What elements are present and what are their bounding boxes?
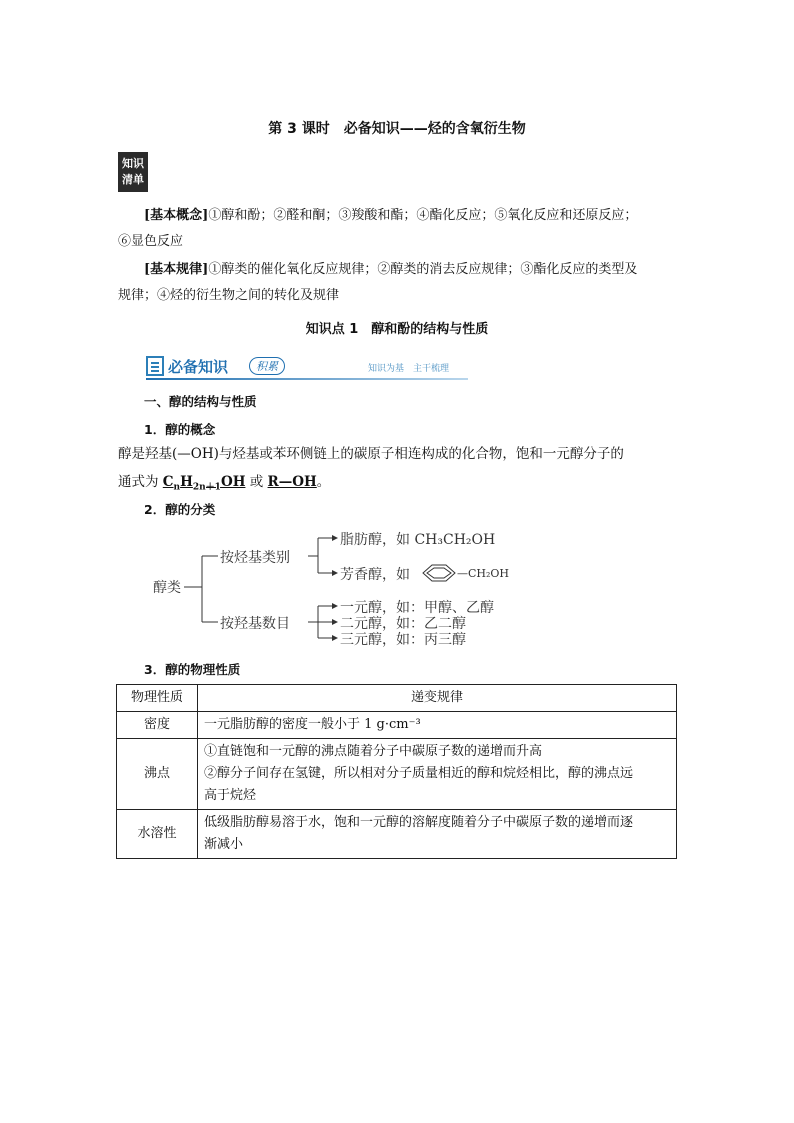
notebook-icon [146, 356, 164, 376]
concept-line1: 醇是羟基(—OH)与烃基或苯环侧链上的碳原子相连构成的化合物，饱和一元醇分子的 [118, 446, 624, 462]
basic-concepts-label: [基本概念] [144, 208, 209, 223]
rule-line: ①直链饱和一元醇的沸点随着分子中碳原子数的递增而升高 [204, 744, 543, 759]
table-header-cell: 物理性质 [117, 685, 198, 712]
table-row [117, 739, 677, 810]
benzene-ring-icon [423, 565, 455, 581]
banner-underline [146, 378, 468, 380]
tree-branch-hydroxyl: 按羟基数目 [220, 616, 290, 632]
formula-oh: OH [220, 474, 246, 490]
table-cell-rule [198, 810, 677, 859]
rule-line: 低级脂肪醇易溶于水，饱和一元醇的溶解度随着分子中碳原子数的递增而逐 [204, 815, 634, 830]
tree-leaf-aromatic-group: —CH₂OH [457, 567, 510, 580]
rule-line: 高于烷烃 [204, 788, 257, 803]
formula-c: C [162, 474, 174, 490]
formula-n: n [173, 482, 181, 493]
table-header-cell: 递变规律 [198, 685, 677, 712]
knowledge-list-badge [118, 152, 148, 192]
table-cell-rule [198, 739, 677, 810]
table-header-row [117, 685, 677, 712]
tree-leaf-aliphatic: 脂肪醇，如 CH₃CH₂OH [340, 532, 496, 548]
basic-rules-line1 [144, 256, 637, 284]
table-row [117, 712, 677, 739]
subheading-3: 3．醇的物理性质 [144, 662, 241, 677]
physical-properties-table [116, 684, 677, 859]
table-cell-prop: 沸点 [117, 739, 198, 810]
table-cell-prop: 密度 [117, 712, 198, 739]
table-row [117, 810, 677, 859]
rule-line: 渐减小 [204, 837, 244, 852]
tree-leaf-aromatic: 芳香醇，如 [340, 567, 410, 583]
essential-knowledge-banner [146, 354, 468, 380]
subheading-1: 1．醇的概念 [144, 422, 216, 437]
tree-root: 醇类 [153, 580, 181, 596]
badge-line1: 知识 [122, 157, 144, 170]
banner-tag: 积累 [249, 357, 285, 375]
table-cell-prop: 水溶性 [117, 810, 198, 859]
general-formula [162, 474, 246, 493]
formula-roh: R—OH [267, 474, 317, 490]
basic-rules-line2: 规律；④烃的衍生物之间的转化及规律 [118, 288, 340, 303]
formula-h: H [180, 474, 193, 490]
basic-rules-label: [基本规律] [144, 262, 209, 277]
lesson-title: 第 3 课时 必备知识——烃的含氧衍生物 [268, 121, 526, 137]
concept-line2 [118, 468, 330, 502]
tree-leaf-trihydric: 三元醇，如：丙三醇 [340, 632, 466, 648]
basic-rules-text1: ①醇类的催化氧化反应规律；②醇类的消去反应规律；③酯化反应的类型及 [208, 262, 638, 277]
formula-2n1: 2n＋1 [192, 482, 221, 493]
basic-concepts-text1: ①醇和酚；②醛和酮；③羧酸和酯；④酯化反应；⑤氧化反应和还原反应； [208, 208, 638, 223]
rule-line: ②醇分子间存在氢键，所以相对分子质量相近的醇和烷烃相比，醇的沸点远 [204, 766, 634, 781]
tree-leaf-monohydric: 一元醇，如：甲醇、乙醇 [340, 600, 494, 616]
concept-or: 或 [249, 474, 264, 490]
knowledge-point-heading: 知识点 1 醇和酚的结构与性质 [305, 322, 489, 337]
basic-concepts-line1 [144, 202, 637, 230]
basic-concepts-line2: ⑥显色反应 [118, 234, 184, 249]
section-heading-1: 一、醇的结构与性质 [144, 394, 257, 409]
banner-subtitle: 知识为基 主干梳理 [368, 364, 450, 374]
concept-prefix: 通式为 [118, 474, 159, 490]
concept-end: 。 [316, 474, 331, 490]
subheading-2: 2．醇的分类 [144, 502, 216, 517]
tree-branch-hydrocarbon: 按烃基类别 [220, 550, 290, 566]
badge-line2: 清单 [122, 173, 144, 186]
tree-leaf-dihydric: 二元醇，如：乙二醇 [340, 616, 466, 632]
banner-title: 必备知识 [168, 358, 229, 376]
table-cell-rule: 一元脂肪醇的密度一般小于 1 g·cm⁻³ [198, 712, 677, 739]
